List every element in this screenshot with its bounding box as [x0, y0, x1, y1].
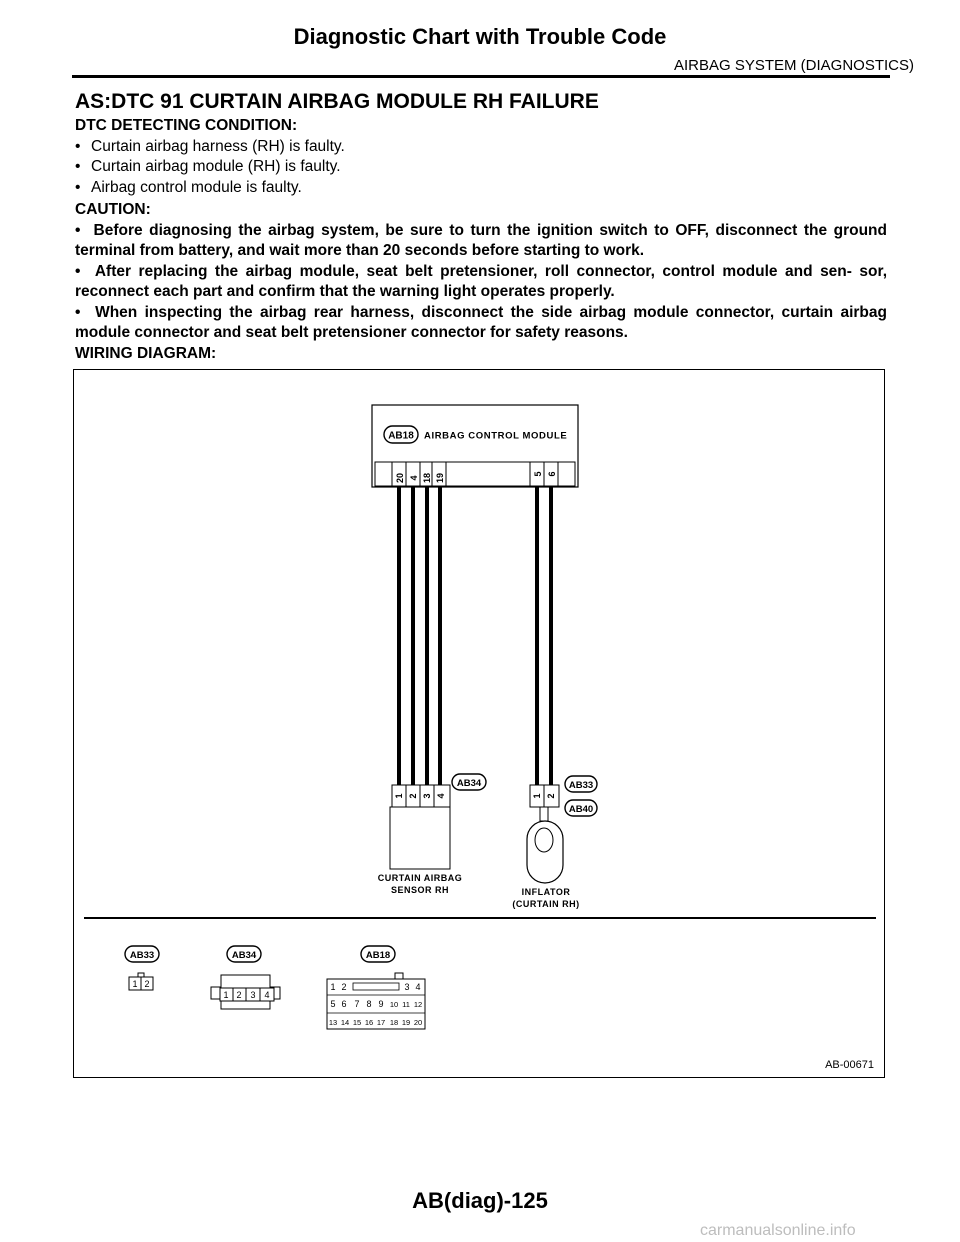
module-pin-label: 18 — [422, 472, 432, 484]
sensor-pin-label: 3 — [422, 793, 432, 799]
condition-item: • Airbag control module is faulty. — [75, 178, 302, 196]
module-pin-label: 19 — [435, 472, 445, 484]
caution-item: • Before diagnosing the airbag system, be sure to turn the ignition switch to OFF, disconnect the ground terminal from battery, and wait more than 20 seconds before starting to work. — [75, 221, 887, 259]
conn-pin: 3 — [404, 982, 410, 992]
connector-face-ab18 — [327, 946, 425, 1029]
detecting-condition — [75, 116, 887, 198]
conn-pin: 4 — [415, 982, 421, 992]
conn-pin: 17 — [376, 1018, 386, 1027]
figure-id: AB-00671 — [825, 1059, 874, 1071]
wiring-diagram-frame — [73, 369, 885, 1078]
conn-pin: 4 — [264, 990, 270, 1000]
sensor-label: CURTAIN AIRBAG — [377, 873, 463, 883]
conn-code: AB18 — [365, 950, 391, 961]
conn-pin: 15 — [352, 1018, 362, 1027]
conn-pin: 18 — [389, 1018, 399, 1027]
sensor-pin-label: 1 — [394, 793, 404, 799]
module-code: AB18 — [388, 430, 414, 442]
sensor-wires — [399, 487, 440, 785]
conn-pin: 12 — [413, 1000, 423, 1009]
wiring-diagram — [74, 370, 886, 1079]
conn-pin: 7 — [354, 999, 360, 1009]
conn-pin: 11 — [402, 1000, 410, 1009]
inflator-code: AB40 — [568, 804, 594, 815]
conn-pin: 20 — [413, 1018, 423, 1027]
conn-pin: 2 — [236, 990, 242, 1000]
inflator-label: INFLATOR — [521, 887, 571, 897]
conn-pin: 8 — [366, 999, 372, 1009]
conn-code: AB33 — [129, 950, 155, 961]
control-module — [372, 405, 578, 487]
conn-pin: 10 — [389, 1000, 399, 1009]
module-pin-label: 20 — [395, 472, 405, 484]
conn-pin: 5 — [330, 999, 336, 1009]
caution-heading: CAUTION: — [75, 201, 151, 218]
header-rule — [72, 75, 890, 78]
page-number: AB(diag)-125 — [412, 1188, 548, 1213]
module-name: AIRBAG CONTROL MODULE — [424, 430, 568, 442]
conn-pin: 2 — [341, 982, 347, 992]
conn-pin: 2 — [144, 979, 150, 989]
page-header-title: Diagnostic Chart with Trouble Code — [293, 24, 667, 49]
inflator-wires — [537, 487, 551, 785]
conn-pin: 1 — [223, 990, 229, 1000]
sensor-code: AB34 — [456, 778, 482, 789]
inflator-code: AB33 — [568, 780, 594, 791]
conn-pin: 14 — [340, 1018, 350, 1027]
inflator-pin-label: 1 — [532, 793, 542, 799]
watermark: carmanualsonline.info — [700, 1222, 856, 1239]
condition-item: • Curtain airbag module (RH) is faulty. — [75, 158, 341, 175]
module-pin-label: 6 — [547, 471, 557, 477]
module-pin-label: 5 — [533, 471, 543, 477]
caution-item: • After replacing the airbag module, seat belt pretensioner, roll connector, control module and sen- sor, reconnect each part and confirm that the warning light operates properly. — [75, 262, 887, 300]
conn-pin: 19 — [401, 1018, 411, 1027]
section-title: AS:DTC 91 CURTAIN AIRBAG MODULE RH FAILURE — [75, 90, 599, 113]
sensor-label: SENSOR RH — [390, 885, 450, 895]
conn-pin: 1 — [132, 979, 138, 989]
curtain-airbag-sensor — [378, 774, 486, 895]
conn-pin: 9 — [378, 999, 384, 1009]
condition-item: • Curtain airbag harness (RH) is faulty. — [75, 137, 345, 155]
condition-heading: DTC DETECTING CONDITION: — [75, 117, 298, 134]
connector-face-ab34 — [211, 946, 280, 1009]
sensor-pin-label: 4 — [436, 793, 446, 799]
inflator-pin-label: 2 — [546, 793, 556, 799]
module-pin-label: 4 — [409, 475, 419, 481]
conn-pin: 6 — [341, 999, 347, 1009]
conn-pin: 3 — [250, 990, 256, 1000]
inflator-label: (CURTAIN RH) — [512, 899, 580, 909]
connector-face-ab33 — [125, 946, 159, 990]
page-header-subtitle: AIRBAG SYSTEM (DIAGNOSTICS) — [673, 57, 914, 74]
conn-code: AB34 — [231, 950, 257, 961]
sensor-pin-label: 2 — [408, 793, 418, 799]
caution-block — [75, 200, 887, 344]
conn-pin: 1 — [330, 982, 336, 992]
conn-pin: 13 — [328, 1018, 338, 1027]
caution-item: • When inspecting the airbag rear harness, disconnect the side airbag module connector, curtain airbag module connector and seat belt pretensioner connector for safety reasons. — [75, 303, 887, 341]
wiring-heading: WIRING DIAGRAM: — [75, 345, 217, 362]
conn-pin: 16 — [364, 1018, 374, 1027]
inflator — [512, 776, 597, 909]
